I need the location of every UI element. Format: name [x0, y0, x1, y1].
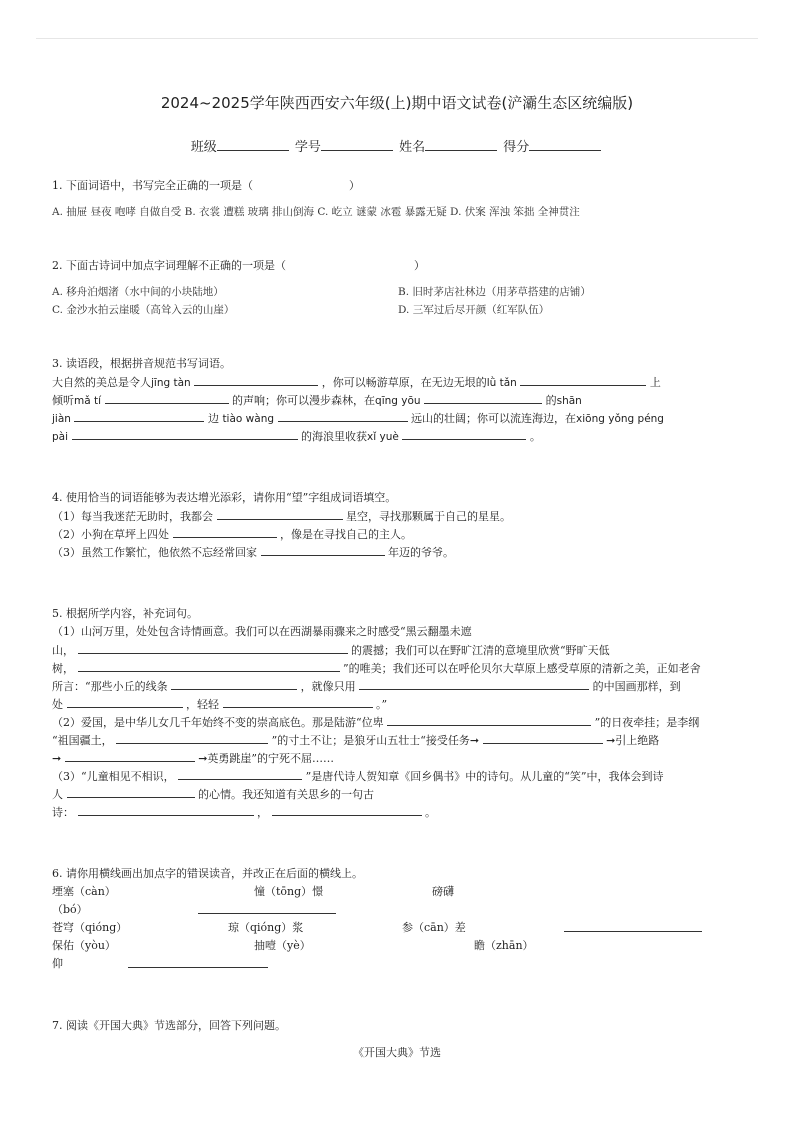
q4-sentence-1: （1）每当我迷茫无助时，我都会 星空，寻找那颗属于自己的星星。	[52, 510, 511, 523]
q5-blank-9[interactable]	[483, 733, 603, 744]
q5-line-6: （2）爱国，是中华儿女几千年始终不变的崇高底色。那是陆游“位卑 ”的日夜牵挂；是李纲	[52, 716, 700, 729]
q5-blank-2[interactable]	[78, 661, 340, 672]
q3-blank-6[interactable]	[278, 411, 408, 422]
q5-line-3: 树， ”的唯美；我们还可以在呼伦贝尔大草原上感受草原的清新之美，正如老舍	[52, 662, 701, 675]
q3-blank-8[interactable]	[402, 429, 526, 440]
q7-passage-title: 《开国大典》节选	[353, 1046, 441, 1059]
q3-line-4: pài 的海浪里收获xǐ yuè 。	[52, 430, 541, 443]
q5-blank-1[interactable]	[78, 643, 348, 654]
q5-blank-4[interactable]	[359, 679, 589, 690]
score-blank[interactable]	[529, 138, 601, 151]
q2-option-a: A. 移舟泊烟渚（水中间的小块陆地）	[52, 286, 224, 298]
q4-blank-2[interactable]	[173, 527, 277, 538]
q6-item-8: 抽噎（yè）	[254, 939, 311, 952]
q4-blank-1[interactable]	[217, 509, 343, 520]
q6-item-3: 磅礴	[432, 885, 454, 898]
q6-item-9-char: 仰	[52, 957, 63, 970]
q5-blank-8[interactable]	[116, 733, 268, 744]
q5-blank-10[interactable]	[65, 751, 195, 762]
q5-line-9: （3）“儿童相见不相识， ”是唐代诗人贺知章《回乡偶书》中的诗句。从儿童的“笑”中，我体会到诗	[52, 770, 664, 783]
q3-blank-3[interactable]	[105, 393, 229, 404]
q5-line-2: 山， 的震撼；我们可以在野旷江清的意境里欣赏“野旷天低	[52, 644, 610, 657]
q5-blank-3[interactable]	[171, 679, 297, 690]
q6-item-4: 苍穹（qióng）	[52, 921, 128, 934]
q1-stem: 1. 下面词语中，书写完全正确的一项是（ ）	[52, 179, 360, 192]
q6-item-1: 堙塞（càn）	[52, 885, 116, 898]
q6-blank-2[interactable]	[564, 921, 702, 932]
class-label: 班级	[190, 140, 217, 155]
q5-blank-7[interactable]	[387, 715, 591, 726]
q3-blank-7[interactable]	[72, 429, 298, 440]
q3-line-1: 大自然的美总是令人jīng tàn ，你可以畅游草原，在无边无垠的lǜ tǎn 上	[52, 376, 661, 389]
q5-line-7: “祖国疆土， ”的寸土不让；是狼牙山五壮士“接受任务➞ ➞引上绝路	[52, 734, 660, 747]
q5-blank-6[interactable]	[223, 697, 373, 708]
q5-stem: 5. 根据所学内容，补充词句。	[52, 607, 198, 620]
q6-answer-line-2	[564, 921, 702, 936]
q2-option-c: C. 金沙水拍云崖暖（高耸入云的山崖）	[52, 304, 235, 316]
q6-item-3-reading: （bó）	[52, 903, 88, 916]
q5-line-5: 处 ，轻轻 。”	[52, 698, 388, 711]
class-blank[interactable]	[217, 138, 289, 151]
q3-blank-1[interactable]	[194, 375, 318, 386]
q6-item-9: 瞻（zhān）	[474, 939, 534, 952]
q5-line-8: ➞ ➞英勇跳崖”的宁死不屈……	[52, 752, 335, 765]
header-rule	[36, 38, 758, 39]
q6-stem: 6. 请你用横线画出加点字的错误读音，并改正在后面的横线上。	[52, 867, 363, 880]
q3-blank-5[interactable]	[74, 411, 204, 422]
q1-options: A. 抽屉 昼夜 咆哮 自做自受 B. 衣裳 遭糕 玻璃 排山倒海 C. 屹立 谜蒙 冰雹 暴露无疑 D. 伏案 浑浊 笨拙 全神贯注	[52, 206, 580, 218]
q4-blank-3[interactable]	[261, 545, 385, 556]
q6-answer-line-3	[128, 957, 268, 972]
exam-title: 2024~2025学年陕西西安六年级(上)期中语文试卷(浐灞生态区统编版)	[160, 94, 634, 112]
q5-blank-13[interactable]	[78, 805, 254, 816]
q6-item-7: 保佑（yòu）	[52, 939, 116, 952]
q3-blank-4[interactable]	[424, 393, 542, 404]
q2-option-b: B. 旧时茅店社林边（用茅草搭建的店铺）	[398, 286, 591, 298]
q5-blank-12[interactable]	[67, 787, 195, 798]
q7-stem: 7. 阅读《开国大典》节选部分，回答下列问题。	[52, 1019, 286, 1032]
id-label: 学号	[294, 140, 321, 155]
name-label: 姓名	[399, 140, 426, 155]
q5-line-4: 所言：“那些小丘的线条 ，就像只用 的中国画那样，到	[52, 680, 681, 693]
q5-blank-14[interactable]	[272, 805, 422, 816]
q3-line-3: jiàn 边 tiào wàng 远山的壮阔；你可以流连海边，在xiōng yǒng péng	[52, 412, 664, 425]
q2-stem: 2. 下面古诗词中加点字词理解不正确的一项是（ ）	[52, 259, 425, 272]
q6-item-2: 憧（tōng）憬	[254, 885, 324, 898]
score-label: 得分	[503, 140, 530, 155]
student-info-row	[0, 136, 794, 155]
q6-answer-line-1	[198, 903, 336, 918]
q6-blank-1[interactable]	[198, 903, 336, 914]
q5-line-10: 人 的心情。我还知道有关思乡的一句古	[52, 788, 374, 801]
q6-item-5: 琼（qióng）浆	[228, 921, 304, 934]
q3-line-2: 倾听mǎ tí 的声响；你可以漫步森林，在qīng yōu 的shān	[52, 394, 582, 407]
q4-stem: 4. 使用恰当的词语能够为表达增光添彩，请你用“望”字组成词语填空。	[52, 491, 397, 504]
q5-blank-11[interactable]	[178, 769, 302, 780]
q6-blank-3[interactable]	[128, 957, 268, 968]
q6-item-6: 参（cān）差	[402, 921, 466, 934]
q3-stem: 3. 读语段，根据拼音规范书写词语。	[52, 357, 231, 370]
q5-line-11: 诗： ， 。	[52, 806, 436, 819]
q4-sentence-3: （3）虽然工作繁忙，他依然不忘经常回家 年迈的爷爷。	[52, 546, 454, 559]
q2-option-d: D. 三军过后尽开颜（红军队伍）	[398, 304, 550, 316]
q4-sentence-2: （2）小狗在草坪上四处 ，像是在寻找自己的主人。	[52, 528, 412, 541]
name-blank[interactable]	[425, 138, 497, 151]
q5-blank-5[interactable]	[67, 697, 183, 708]
q3-blank-2[interactable]	[520, 375, 646, 386]
id-blank[interactable]	[321, 138, 393, 151]
q5-line-1: （1）山河万里，处处包含诗情画意。我们可以在西湖暴雨骤来之时感受“黑云翻墨未遮	[52, 625, 472, 638]
